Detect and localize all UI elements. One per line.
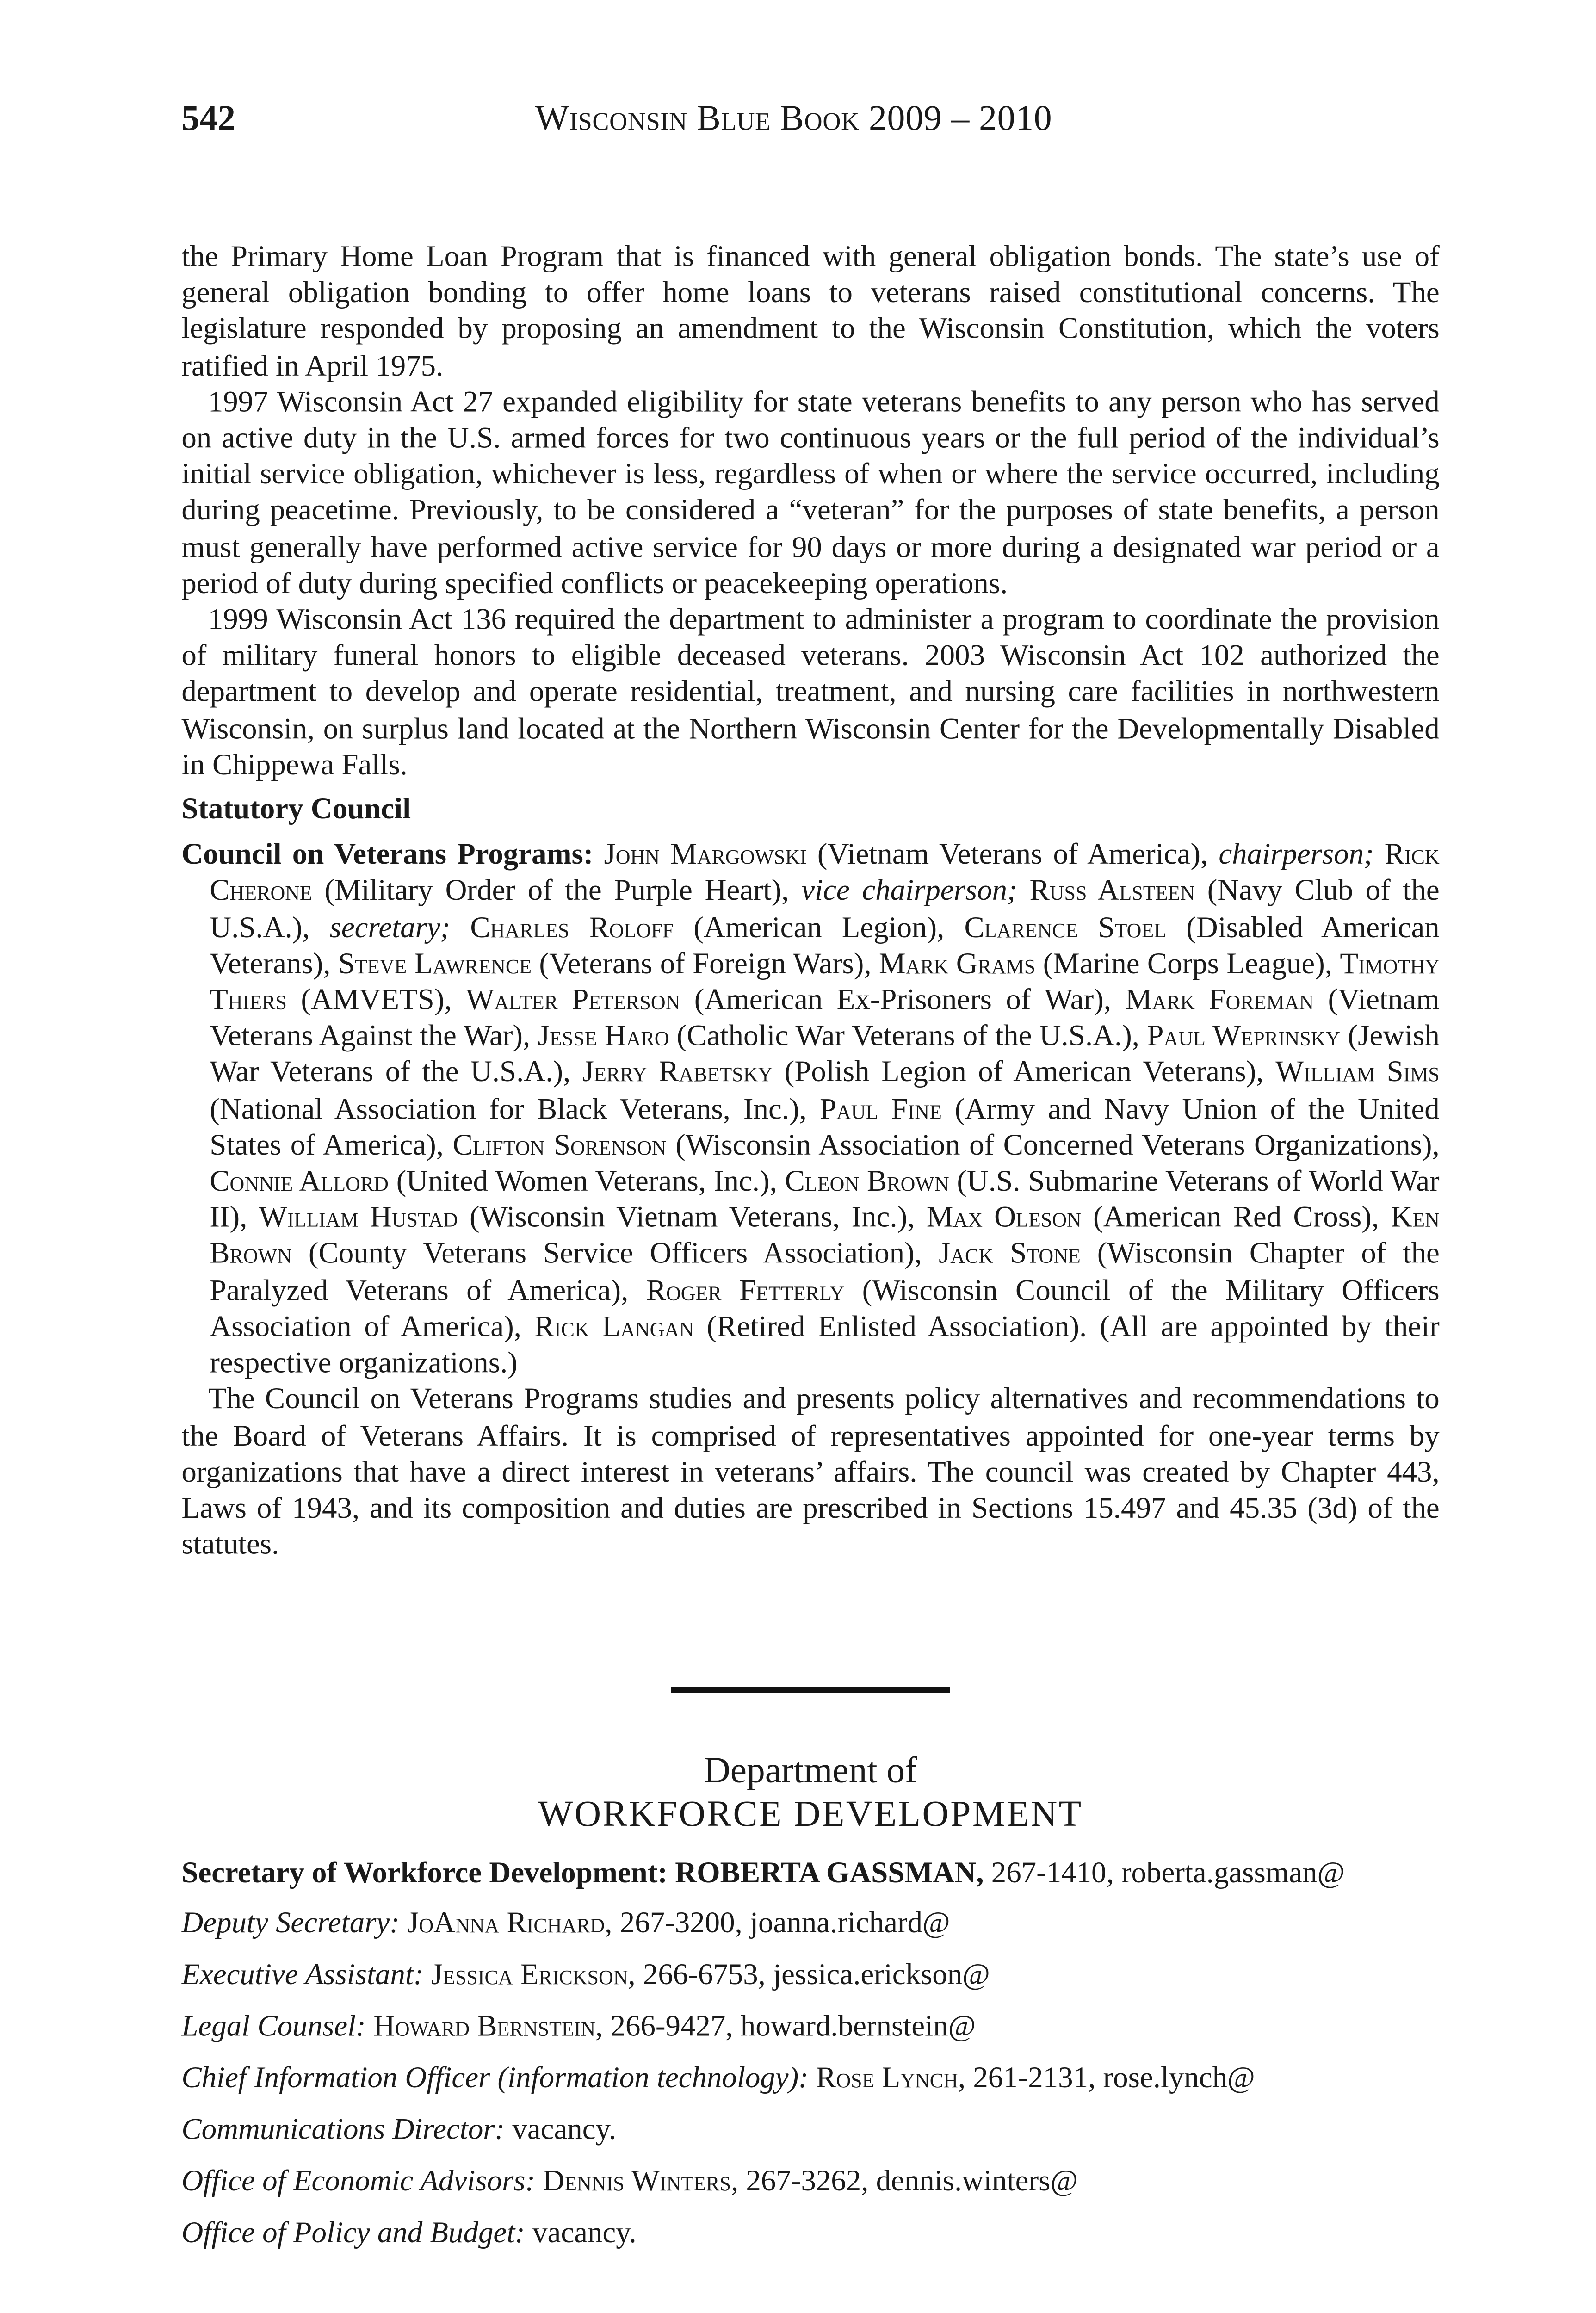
staff-contact: , 266-6753, jessica.erickson@	[628, 1959, 990, 1992]
staff-entry	[181, 1957, 1439, 1995]
staff-contact: , 266-9427, howard.bernstein@	[595, 2010, 976, 2044]
staff-contact: vacancy.	[532, 2217, 637, 2250]
staff-name: Jessica Erickson	[431, 1959, 628, 1992]
council-member-name: Russ Alsteen	[1029, 875, 1195, 909]
council-member-role: vice chairperson;	[789, 875, 1017, 909]
council-member-org: (Wisconsin Chapter of the Paralyzed Veterans of America),	[210, 1238, 1440, 1308]
staff-contact: , 267-3262, dennis.winters@	[730, 2165, 1078, 2199]
council-member-org: (American Legion),	[674, 911, 945, 945]
paragraph-act-27: 1997 Wisconsin Act 27 expanded eligibility for state veterans benefits to any person who has served on active duty in the U.S. armed forces for two continuous years or the full period of the individual’s initial service obligation, whichever is less, regardless of when or where the service occurred, including during peacetime. Previously, to be considered a “veteran” for the purposes of state benefits, a person must generally have performed active service for 90 days or more during a designated war period or a period of duty during specified conflicts or peacekeeping operations.	[181, 386, 1440, 601]
department-heading-line1: Department of	[704, 1750, 917, 1792]
council-member-name: Paul Weprinsky	[1147, 1020, 1341, 1054]
council-member-org: (Polish Legion of American Veterans),	[773, 1057, 1264, 1090]
council-member-org: (Military Order of the Purple Heart),	[312, 875, 789, 909]
council-member-org: (Wisconsin Council of the Military Officers Association of America),	[210, 1274, 1440, 1344]
staff-entry	[181, 2164, 1439, 2202]
staff-contact: , 267-3200, joanna.richard@	[605, 1907, 950, 1941]
staff-title: Legal Counsel:	[181, 2010, 373, 2044]
council-note: (All are appointed by their respective organizations.)	[210, 1311, 1440, 1380]
staff-name: Howard Bernstein	[373, 2010, 596, 2044]
council-member-role: chairperson;	[1208, 839, 1374, 872]
council-member-org: (United Women Veterans, Inc.),	[388, 1166, 777, 1199]
staff-title: Chief Information Officer (information technology):	[181, 2062, 817, 2095]
council-member-name: Clarence Stoel	[964, 911, 1167, 945]
page-number: 542	[181, 99, 236, 138]
council-member-name: Max Oleson	[926, 1202, 1082, 1235]
council-member-name: Rick Langan	[534, 1311, 694, 1344]
council-member-org: (Jewish War Veterans of the U.S.A.),	[210, 1020, 1440, 1090]
department-heading-line2: WORKFORCE DEVELOPMENT	[538, 1794, 1083, 1836]
section-divider	[671, 1687, 950, 1693]
staff-entry	[181, 1906, 1439, 1943]
council-member-org: (Wisconsin Association of Concerned Veterans Organizations),	[666, 1129, 1440, 1163]
council-member-name: Mark Foreman	[1125, 984, 1314, 1017]
council-member-org: (Vietnam Veterans of America),	[806, 839, 1208, 872]
council-member-name: Mark Grams	[878, 948, 1036, 981]
council-member-name: Paul Fine	[819, 1093, 942, 1126]
council-member-name: Charles Roloff	[470, 911, 674, 945]
council-member-name: Jesse Haro	[538, 1020, 669, 1054]
council-member-org: (National Association for Black Veterans, Inc.),	[210, 1093, 807, 1126]
council-member-name: Clifton Sorenson	[452, 1129, 667, 1163]
council-member-org: (U.S. Submarine Veterans of World War II),	[210, 1166, 1440, 1235]
staff-name: Dennis Winters	[543, 2165, 731, 2199]
council-members	[181, 837, 1439, 1382]
staff-entry	[181, 2009, 1439, 2047]
council-member-org: (Disabled American Veterans),	[210, 911, 1440, 981]
council-member-name: Ken Brown	[210, 1202, 1440, 1272]
council-member-name: Jack Stone	[939, 1238, 1081, 1272]
staff-entry	[181, 2112, 1439, 2150]
staff-name: Rose Lynch	[816, 2062, 958, 2095]
council-member-org: (Veterans of Foreign Wars),	[532, 948, 872, 981]
council-member-org: (County Veterans Service Officers Association),	[291, 1238, 922, 1272]
staff-name: JoAnna Richard	[407, 1907, 605, 1941]
council-member-org: (AMVETS),	[286, 984, 452, 1017]
staff-title: Deputy Secretary:	[181, 1907, 408, 1941]
council-member-name: Connie Allord	[210, 1166, 389, 1199]
council-member-name: Steve Lawrence	[338, 948, 532, 981]
council-member-name: William Sims	[1275, 1057, 1440, 1090]
council-member-name: Timothy Thiers	[210, 948, 1440, 1017]
council-member-org: (American Ex-Prisoners of War),	[680, 984, 1112, 1017]
secretary-entry: Secretary of Workforce Development: ROBERTA GASSMAN, 267-1410, roberta.gassman@	[181, 1857, 1345, 1890]
section-heading: Statutory Council	[181, 793, 411, 827]
body-text	[181, 239, 1439, 1563]
council-member-org: (Vietnam Veterans Against the War),	[210, 984, 1440, 1054]
council-label: Council on Veterans Programs:	[181, 839, 594, 872]
council-member-role: secretary;	[309, 911, 451, 945]
council-member-org: (American Red Cross),	[1081, 1202, 1379, 1235]
paragraph-act-136: 1999 Wisconsin Act 136 required the department to administer a program to coordinate the provision of military funeral honors to eligible deceased veterans. 2003 Wisconsin Act 102 authorized the department to develop and operate residential, treatment, and nursing care facilities in northwestern Wisconsin, on surplus land located at the Northern Wisconsin Center for the Developmentally Disabled in Chippewa Falls.	[181, 604, 1440, 782]
staff-title: Office of Economic Advisors:	[181, 2165, 543, 2199]
staff-entry	[181, 2215, 1439, 2253]
council-member-name: Cleon Brown	[785, 1166, 949, 1199]
paragraph-council-description: The Council on Veterans Programs studies and presents policy alternatives and recommendations to the Board of Veterans Affairs. It is comprised of representatives appointed for one-year terms by organizations that have a direct interest in veterans’ affairs. The council was created by Chapter 443, Laws of 1943, and its composition and duties are prescribed in Sections 15.497 and 45.35 (3d) of the statutes.	[181, 1383, 1440, 1562]
staff-title: Executive Assistant:	[181, 1959, 431, 1992]
department-heading	[181, 1749, 1439, 1837]
staff-title: Office of Policy and Budget:	[181, 2217, 533, 2250]
council-member-name: Jerry Rabetsky	[582, 1057, 773, 1090]
staff-entry	[181, 2060, 1439, 2098]
council-member-org: (Retired Enlisted Association).	[693, 1311, 1087, 1344]
running-title: Wisconsin Blue Book 2009 – 2010	[535, 99, 1052, 138]
council-member-org: (Navy Club of the U.S.A.),	[210, 875, 1440, 945]
council-member-org: (Catholic War Veterans of the U.S.A.),	[669, 1020, 1140, 1054]
staff-contact: , 261-2131, rose.lynch@	[958, 2062, 1255, 2095]
staff-title: Communications Director:	[181, 2114, 513, 2147]
council-member-name: Walter Peterson	[466, 984, 680, 1017]
council-member-org: (Wisconsin Vietnam Veterans, Inc.),	[458, 1202, 915, 1235]
department-staff	[181, 1855, 1439, 2267]
staff-contact: vacancy.	[512, 2114, 616, 2147]
council-member-name: Roger Fetterly	[646, 1274, 845, 1308]
council-member-name: William Hustad	[259, 1202, 458, 1235]
council-member-name: Rick Cherone	[210, 839, 1440, 909]
council-member-org: (Marine Corps League),	[1035, 948, 1333, 981]
paragraph-primary-home-loan: the Primary Home Loan Program that is financed with general obligation bonds. The state’s use of general obligation bonding to offer home loans to veterans raised constitutional concerns. The legislature responded by proposing an amendment to the Wisconsin Constitution, which the voters ratified in April 1975.	[181, 241, 1440, 383]
council-member-org: (Army and Navy Union of the United States of America),	[210, 1093, 1440, 1163]
council-member-name: John Margowski	[604, 839, 807, 872]
